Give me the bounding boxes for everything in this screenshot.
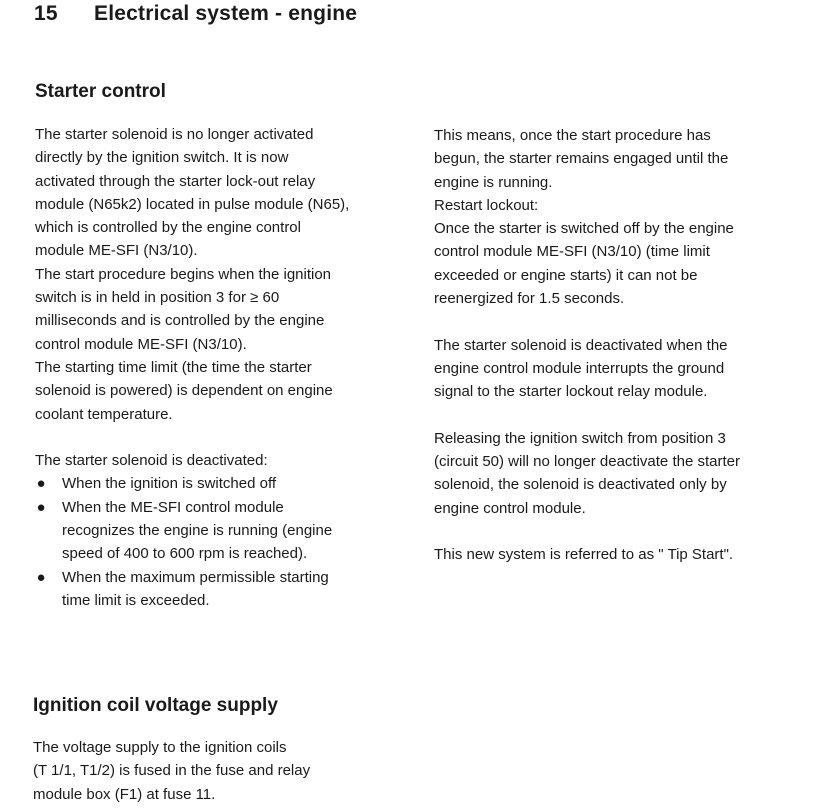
- bullet-icon: ●: [36, 475, 46, 493]
- text-line: engine control module interrupts the ground: [434, 359, 725, 377]
- text-line: engine control module.: [434, 499, 586, 517]
- text-line: (circuit 50) will no longer deactivate the starter: [434, 453, 740, 471]
- text-line: activated through the starter lock-out relay: [35, 172, 316, 190]
- text-line: solenoid, the solenoid is deactivated only by: [434, 476, 727, 494]
- text-line: milliseconds and is controlled by the engine: [35, 312, 325, 330]
- bullet-icon: ●: [36, 498, 46, 516]
- text-line: The start procedure begins when the ignition: [35, 265, 332, 283]
- chapter-title: Electrical system - engine: [94, 2, 358, 25]
- text-line: engine is running.: [434, 173, 553, 191]
- section-heading-starter-control: Starter control: [35, 81, 166, 102]
- bullet-icon: ●: [36, 568, 46, 586]
- list-item: ● When the ME-SFI control module recognizes the engine is running (engine speed of 400 to 600 rpm is reached).: [35, 496, 415, 566]
- text-line: reenergized for 1.5 seconds.: [434, 290, 625, 308]
- text-line: signal to the starter lockout relay module.: [434, 383, 708, 401]
- text-line: directly by the ignition switch. It is now: [35, 149, 289, 167]
- list-item: ● When the maximum permissible starting time limit is exceeded.: [35, 566, 415, 613]
- text-line: Releasing the ignition switch from position 3: [434, 429, 726, 447]
- text-line: switch is in held in position 3 for ≥ 60: [35, 289, 280, 307]
- text-line: begun, the starter remains engaged until the: [434, 150, 729, 168]
- text-line: module ME-SFI (N3/10).: [35, 242, 198, 260]
- text-line: control module ME-SFI (N3/10) (time limit: [434, 243, 710, 261]
- text-line: The starting time limit (the time the starter: [35, 358, 312, 376]
- list-item: ● When the ignition is switched off: [35, 472, 415, 495]
- text-line: module box (F1) at fuse 11.: [33, 785, 216, 803]
- text-line: The voltage supply to the ignition coils: [33, 739, 287, 756]
- chapter-heading: [34, 2, 357, 26]
- deactivated-intro: The starter solenoid is deactivated:: [35, 452, 268, 470]
- ignition-paragraph: [33, 736, 413, 806]
- text-line: The starter solenoid is no longer activated: [35, 126, 314, 143]
- text-line: The starter solenoid is deactivated when the: [434, 336, 728, 354]
- deactivation-list: [35, 472, 415, 612]
- text-line: exceeded or engine starts) it can not be: [434, 266, 698, 284]
- text-line: control module ME-SFI (N3/10).: [35, 335, 247, 353]
- section-heading-ignition-coil: Ignition coil voltage supply: [33, 695, 278, 716]
- tip-start-note: This new system is referred to as " Tip Start".: [434, 546, 734, 564]
- restart-lockout-label: Restart lockout:: [434, 196, 539, 214]
- text-line: coolant temperature.: [35, 405, 173, 423]
- chapter-number: 15: [34, 2, 58, 25]
- text-line: solenoid is powered) is dependent on engine: [35, 382, 333, 400]
- starter-right-column: [434, 124, 824, 567]
- starter-left-column: [35, 123, 415, 612]
- text-line: module (N65k2) located in pulse module (N65),: [35, 195, 350, 213]
- text-line: Once the starter is switched off by the engine: [434, 220, 734, 238]
- text-line: This means, once the start procedure has: [434, 127, 711, 144]
- text-line: (T 1/1, T1/2) is fused in the fuse and relay: [33, 762, 311, 780]
- text-line: which is controlled by the engine control: [35, 219, 301, 237]
